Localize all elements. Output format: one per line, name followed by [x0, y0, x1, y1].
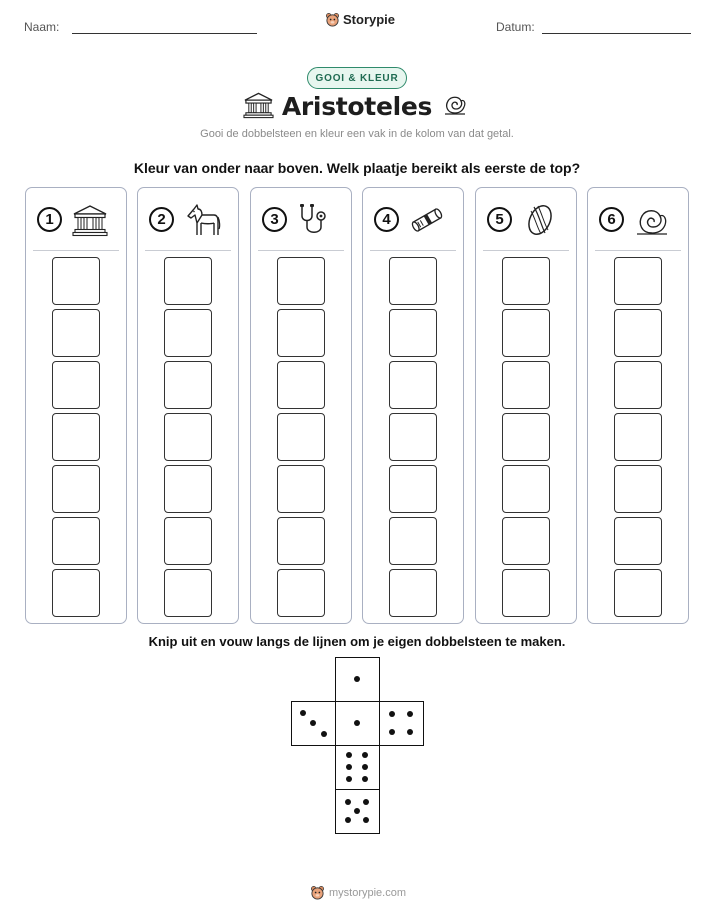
mascot-icon — [310, 885, 325, 900]
color-cell[interactable] — [164, 465, 212, 513]
color-cell[interactable] — [277, 413, 325, 461]
dice-pip — [346, 776, 352, 782]
column-header — [363, 188, 463, 251]
color-cell[interactable] — [277, 569, 325, 617]
brand-logo — [325, 12, 395, 27]
color-cell[interactable] — [277, 517, 325, 565]
column-number: 4 — [374, 207, 399, 232]
dice-column-3 — [250, 187, 352, 624]
color-cell[interactable] — [502, 361, 550, 409]
color-cell[interactable] — [502, 257, 550, 305]
dice-pip — [362, 764, 368, 770]
color-cell[interactable] — [52, 517, 100, 565]
dice-pip — [354, 720, 360, 726]
dice-pip — [363, 817, 369, 823]
column-header — [138, 188, 238, 251]
cut-instruction: Knip uit en vouw langs de lijnen om je eigen dobbelsteen te maken. — [148, 634, 566, 649]
color-cell[interactable] — [52, 413, 100, 461]
column-header — [588, 188, 688, 251]
column-number: 6 — [599, 207, 624, 232]
dice-pip — [389, 711, 395, 717]
dice-face-3 — [291, 701, 336, 746]
color-cell[interactable] — [164, 309, 212, 357]
color-cell[interactable] — [52, 465, 100, 513]
column-divider — [483, 250, 569, 251]
color-cell[interactable] — [52, 257, 100, 305]
horse-icon — [183, 203, 221, 237]
color-cell[interactable] — [52, 309, 100, 357]
color-cell[interactable] — [389, 413, 437, 461]
snail-shell-icon — [633, 203, 671, 237]
dice-pip — [300, 710, 306, 716]
dice-pip — [407, 711, 413, 717]
dice-pip — [310, 720, 316, 726]
dice-pip — [362, 776, 368, 782]
color-cell[interactable] — [277, 257, 325, 305]
column-divider — [595, 250, 681, 251]
column-header — [251, 188, 351, 251]
dice-face-6 — [335, 745, 380, 790]
color-cell[interactable] — [502, 465, 550, 513]
column-number: 1 — [37, 207, 62, 232]
dice-face-4 — [379, 701, 424, 746]
footer — [310, 885, 406, 900]
column-divider — [258, 250, 344, 251]
color-cell[interactable] — [389, 569, 437, 617]
color-cell[interactable] — [614, 517, 662, 565]
color-cell[interactable] — [277, 361, 325, 409]
dice-column-5 — [475, 187, 577, 624]
stethoscope-icon — [296, 203, 334, 237]
color-cell[interactable] — [277, 465, 325, 513]
color-cell[interactable] — [164, 569, 212, 617]
mascot-icon — [325, 12, 340, 27]
column-divider — [370, 250, 456, 251]
dice-column-2 — [137, 187, 239, 624]
dice-pip — [354, 808, 360, 814]
color-cell[interactable] — [614, 361, 662, 409]
dice-pip — [389, 729, 395, 735]
snail-shell-icon — [442, 91, 468, 117]
date-line — [542, 33, 691, 34]
dice-pip — [345, 817, 351, 823]
activity-badge: GOOI & KLEUR — [307, 67, 407, 89]
color-cell[interactable] — [164, 517, 212, 565]
column-divider — [33, 250, 119, 251]
page-title: Aristoteles — [281, 92, 433, 121]
color-cell[interactable] — [614, 413, 662, 461]
color-cell[interactable] — [389, 517, 437, 565]
temple-icon — [71, 203, 109, 237]
dice-column-6 — [587, 187, 689, 624]
column-header — [476, 188, 576, 251]
color-cell[interactable] — [52, 361, 100, 409]
color-cell[interactable] — [614, 569, 662, 617]
color-cell[interactable] — [389, 309, 437, 357]
color-cell[interactable] — [52, 569, 100, 617]
date-label: Datum: — [496, 20, 535, 34]
question: Kleur van onder naar boven. Welk plaatje bereikt als eerste de top? — [133, 160, 581, 176]
scroll-icon — [408, 203, 446, 237]
dice-pip — [407, 729, 413, 735]
dice-pip — [362, 752, 368, 758]
subtitle: Gooi de dobbelsteen en kleur een vak in de kolom van dat getal. — [200, 128, 514, 140]
dice-pip — [363, 799, 369, 805]
color-cell[interactable] — [502, 517, 550, 565]
dice-face-5 — [335, 789, 380, 834]
column-number: 3 — [262, 207, 287, 232]
color-cell[interactable] — [389, 257, 437, 305]
color-cell[interactable] — [614, 309, 662, 357]
color-cell[interactable] — [614, 465, 662, 513]
color-cell[interactable] — [389, 361, 437, 409]
color-cell[interactable] — [502, 309, 550, 357]
color-cell[interactable] — [502, 413, 550, 461]
color-cell[interactable] — [614, 257, 662, 305]
color-cell[interactable] — [164, 361, 212, 409]
dice-column-4 — [362, 187, 464, 624]
name-label: Naam: — [24, 20, 60, 34]
color-cell[interactable] — [277, 309, 325, 357]
column-divider — [145, 250, 231, 251]
dice-pip — [345, 799, 351, 805]
dice-pip — [346, 752, 352, 758]
name-line — [72, 33, 257, 34]
column-number: 2 — [149, 207, 174, 232]
color-cell[interactable] — [502, 569, 550, 617]
dice-face-1 — [335, 657, 380, 702]
color-cell[interactable] — [389, 465, 437, 513]
dice-face-1 — [335, 701, 380, 746]
column-header — [26, 188, 126, 251]
dice-pip — [346, 764, 352, 770]
color-cell[interactable] — [164, 257, 212, 305]
dice-pip — [321, 731, 327, 737]
dice-column-1 — [25, 187, 127, 624]
color-cell[interactable] — [164, 413, 212, 461]
footer-url: mystorypie.com — [329, 886, 407, 899]
seed-icon — [521, 203, 559, 237]
brand-name: Storypie — [343, 12, 396, 27]
dice-pip — [354, 676, 360, 682]
column-number: 5 — [487, 207, 512, 232]
